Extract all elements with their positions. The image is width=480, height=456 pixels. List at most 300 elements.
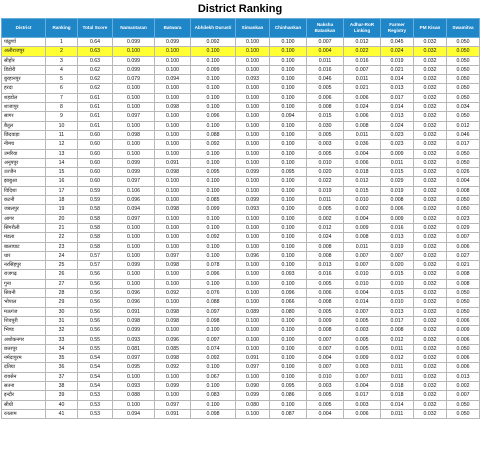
- table-cell: 0.002: [307, 214, 344, 223]
- table-cell: 8: [46, 103, 78, 112]
- table-cell: 9: [46, 112, 78, 121]
- table-cell: 0.58: [78, 233, 113, 242]
- district-cell: छतरपुर: [2, 344, 46, 353]
- table-cell: 41: [46, 409, 78, 418]
- table-cell: 0.53: [78, 409, 113, 418]
- table-cell: 0.004: [344, 149, 381, 158]
- table-cell: 0.079: [113, 75, 155, 84]
- table-cell: 0.097: [155, 251, 191, 260]
- table-cell: 0.093: [113, 381, 155, 390]
- table-cell: 0.098: [155, 261, 191, 270]
- table-cell: 36: [46, 363, 78, 372]
- table-cell: 0.013: [381, 84, 414, 93]
- table-cell: 0.100: [270, 205, 307, 214]
- table-cell: 0.020: [381, 261, 414, 270]
- table-cell: 0.004: [447, 177, 480, 186]
- table-cell: 0.55: [78, 344, 113, 353]
- table-cell: 11: [46, 130, 78, 139]
- table-cell: 14: [46, 158, 78, 167]
- table-cell: 4: [46, 65, 78, 74]
- table-cell: 0.099: [236, 196, 270, 205]
- table-cell: 0.100: [236, 261, 270, 270]
- table-cell: 0.032: [414, 177, 447, 186]
- table-cell: 0.60: [78, 158, 113, 167]
- table-cell: 2: [46, 47, 78, 56]
- district-cell: भोपाल: [2, 298, 46, 307]
- table-cell: 0.006: [447, 354, 480, 363]
- table-cell: 0.100: [236, 214, 270, 223]
- table-cell: 0.013: [307, 261, 344, 270]
- table-cell: 0.032: [414, 130, 447, 139]
- table-cell: 0.007: [307, 335, 344, 344]
- table-cell: 18: [46, 196, 78, 205]
- table-cell: 0.008: [307, 103, 344, 112]
- table-cell: 0.100: [270, 233, 307, 242]
- table-row: [2, 186, 480, 195]
- table-cell: 0.050: [447, 75, 480, 84]
- table-cell: 0.050: [447, 93, 480, 102]
- column-header: Chinhankan: [270, 19, 307, 38]
- table-cell: 0.60: [78, 177, 113, 186]
- table-row: [2, 75, 480, 84]
- table-cell: 0.099: [113, 65, 155, 74]
- district-cell: सतना: [2, 381, 46, 390]
- table-cell: 0.007: [447, 233, 480, 242]
- table-cell: 0.091: [155, 409, 191, 418]
- table-cell: 0.046: [307, 75, 344, 84]
- table-cell: 0.009: [381, 149, 414, 158]
- table-row: [2, 279, 480, 288]
- table-cell: 0.011: [307, 56, 344, 65]
- table-cell: 0.096: [191, 270, 236, 279]
- table-cell: 0.007: [307, 344, 344, 353]
- table-cell: 0.088: [191, 130, 236, 139]
- table-cell: 0.098: [155, 307, 191, 316]
- table-cell: 26: [46, 270, 78, 279]
- table-cell: 0.032: [414, 75, 447, 84]
- table-cell: 0.019: [307, 186, 344, 195]
- table-cell: 0.100: [155, 223, 191, 232]
- table-cell: 0.55: [78, 335, 113, 344]
- table-cell: 0.074: [191, 344, 236, 353]
- table-row: [2, 335, 480, 344]
- table-cell: 0.100: [236, 158, 270, 167]
- table-cell: 0.050: [447, 400, 480, 409]
- table-cell: 0.100: [155, 233, 191, 242]
- table-cell: 0.100: [191, 93, 236, 102]
- table-row: [2, 270, 480, 279]
- table-cell: 0.006: [307, 93, 344, 102]
- table-cell: 0.100: [113, 251, 155, 260]
- table-cell: 0.100: [270, 84, 307, 93]
- table-cell: 0.006: [344, 112, 381, 121]
- table-cell: 0.008: [447, 186, 480, 195]
- table-cell: 0.100: [155, 279, 191, 288]
- table-cell: 0.100: [236, 103, 270, 112]
- table-cell: 0.006: [447, 316, 480, 325]
- table-cell: 40: [46, 400, 78, 409]
- table-cell: 0.099: [113, 158, 155, 167]
- table-cell: 0.098: [155, 103, 191, 112]
- table-cell: 0.011: [381, 344, 414, 353]
- table-cell: 0.100: [191, 158, 236, 167]
- table-cell: 0.098: [191, 316, 236, 325]
- district-cell: भिण्ड: [2, 326, 46, 335]
- table-cell: 0.005: [344, 344, 381, 353]
- column-header: Adhar-RoR Linking: [344, 19, 381, 38]
- table-cell: 0.100: [236, 344, 270, 353]
- table-cell: 0.032: [414, 84, 447, 93]
- table-cell: 0.012: [381, 335, 414, 344]
- table-cell: 0.023: [447, 214, 480, 223]
- district-cell: मऊगंज: [2, 307, 46, 316]
- table-cell: 0.100: [236, 298, 270, 307]
- table-cell: 33: [46, 335, 78, 344]
- table-cell: 0.100: [236, 289, 270, 298]
- table-cell: 0.100: [270, 121, 307, 130]
- table-cell: 0.098: [155, 168, 191, 177]
- table-cell: 0.018: [381, 381, 414, 390]
- table-cell: 0.011: [381, 158, 414, 167]
- table-cell: 0.009: [344, 223, 381, 232]
- table-cell: 0.56: [78, 279, 113, 288]
- table-cell: 0.56: [78, 316, 113, 325]
- table-cell: 0.017: [381, 93, 414, 102]
- table-cell: 0.57: [78, 261, 113, 270]
- table-cell: 0.100: [270, 158, 307, 167]
- table-cell: 0.099: [155, 38, 191, 47]
- table-cell: 0.100: [155, 326, 191, 335]
- table-row: [2, 149, 480, 158]
- table-cell: 0.010: [344, 270, 381, 279]
- table-cell: 0.004: [307, 409, 344, 418]
- column-header: Ranking: [46, 19, 78, 38]
- table-cell: 0.54: [78, 372, 113, 381]
- table-cell: 0.091: [155, 158, 191, 167]
- table-cell: 0.100: [270, 38, 307, 47]
- table-cell: 0.005: [307, 149, 344, 158]
- table-cell: 0.63: [78, 47, 113, 56]
- table-cell: 0.032: [414, 409, 447, 418]
- table-cell: 0.032: [414, 400, 447, 409]
- table-cell: 0.032: [414, 251, 447, 260]
- table-cell: 0.007: [344, 261, 381, 270]
- table-cell: 17: [46, 186, 78, 195]
- table-cell: 0.004: [344, 214, 381, 223]
- table-cell: 0.032: [414, 344, 447, 353]
- table-cell: 0.022: [344, 47, 381, 56]
- table-cell: 0.100: [270, 140, 307, 149]
- table-row: [2, 140, 480, 149]
- column-header: Naksha Batankan: [307, 19, 344, 38]
- district-cell: छिंदवाड़ा: [2, 130, 46, 139]
- table-cell: 0.011: [307, 196, 344, 205]
- table-cell: 0.032: [414, 103, 447, 112]
- column-header: Farmer Registry: [381, 19, 414, 38]
- table-cell: 0.032: [414, 168, 447, 177]
- table-cell: 0.032: [414, 316, 447, 325]
- table-cell: 0.100: [155, 391, 191, 400]
- table-cell: 0.009: [447, 326, 480, 335]
- table-cell: 0.64: [78, 38, 113, 47]
- table-cell: 0.100: [155, 177, 191, 186]
- table-cell: 0.097: [155, 400, 191, 409]
- table-row: [2, 214, 480, 223]
- table-cell: 0.050: [447, 344, 480, 353]
- table-cell: 0.032: [414, 112, 447, 121]
- table-cell: 0.032: [414, 363, 447, 372]
- table-cell: 0.100: [236, 56, 270, 65]
- table-cell: 0.095: [191, 168, 236, 177]
- table-cell: 0.032: [414, 335, 447, 344]
- table-cell: 31: [46, 316, 78, 325]
- table-cell: 0.100: [191, 251, 236, 260]
- table-cell: 0.088: [191, 298, 236, 307]
- table-cell: 0.032: [414, 289, 447, 298]
- district-cell: पांढुर्णा: [2, 38, 46, 47]
- table-cell: 0.036: [344, 140, 381, 149]
- table-cell: 0.095: [270, 168, 307, 177]
- table-cell: 0.096: [270, 289, 307, 298]
- table-cell: 0.61: [78, 112, 113, 121]
- table-cell: 0.010: [381, 279, 414, 288]
- table-row: [2, 251, 480, 260]
- table-cell: 0.100: [236, 121, 270, 130]
- table-cell: 0.58: [78, 205, 113, 214]
- table-cell: 0.100: [270, 177, 307, 186]
- table-cell: 0.100: [270, 196, 307, 205]
- table-cell: 0.007: [447, 391, 480, 400]
- table-cell: 0.050: [447, 47, 480, 56]
- table-cell: 6: [46, 84, 78, 93]
- table-cell: 0.100: [155, 65, 191, 74]
- table-cell: 0.032: [414, 93, 447, 102]
- table-cell: 0.090: [236, 381, 270, 390]
- table-cell: 0.100: [191, 242, 236, 251]
- table-cell: 0.092: [191, 233, 236, 242]
- table-cell: 0.100: [191, 84, 236, 93]
- table-cell: 7: [46, 93, 78, 102]
- table-cell: 0.100: [113, 84, 155, 93]
- table-cell: 0.100: [191, 186, 236, 195]
- table-row: [2, 168, 480, 177]
- table-cell: 29: [46, 298, 78, 307]
- table-row: [2, 84, 480, 93]
- table-cell: 0.100: [155, 56, 191, 65]
- table-cell: 0.100: [236, 47, 270, 56]
- table-cell: 0.080: [236, 400, 270, 409]
- table-cell: 0.050: [447, 205, 480, 214]
- table-cell: 0.099: [236, 168, 270, 177]
- table-row: [2, 103, 480, 112]
- table-row: [2, 242, 480, 251]
- table-cell: 0.096: [113, 289, 155, 298]
- table-cell: 0.100: [270, 130, 307, 139]
- table-cell: 0.100: [113, 93, 155, 102]
- table-cell: 10: [46, 121, 78, 130]
- table-row: [2, 409, 480, 418]
- district-cell: डिंडोरी: [2, 65, 46, 74]
- table-cell: 0.60: [78, 168, 113, 177]
- table-cell: 0.023: [381, 140, 414, 149]
- table-cell: 0.091: [113, 307, 155, 316]
- table-cell: 0.005: [307, 307, 344, 316]
- table-cell: 0.100: [191, 400, 236, 409]
- table-row: [2, 47, 480, 56]
- table-cell: 0.093: [113, 335, 155, 344]
- table-cell: 0.100: [270, 223, 307, 232]
- table-cell: 0.100: [113, 400, 155, 409]
- table-cell: 0.54: [78, 354, 113, 363]
- table-row: [2, 38, 480, 47]
- table-cell: 0.100: [155, 298, 191, 307]
- table-cell: 0.100: [236, 65, 270, 74]
- table-cell: 0.007: [344, 307, 381, 316]
- table-cell: 0.011: [344, 75, 381, 84]
- table-cell: 16: [46, 177, 78, 186]
- table-cell: 0.099: [113, 38, 155, 47]
- table-cell: 0.014: [381, 103, 414, 112]
- table-cell: 0.58: [78, 214, 113, 223]
- table-cell: 0.019: [381, 242, 414, 251]
- table-cell: 0.091: [236, 354, 270, 363]
- district-cell: शिवपुरी: [2, 316, 46, 325]
- table-cell: 0.032: [414, 65, 447, 74]
- district-cell: उज्जैन: [2, 168, 46, 177]
- district-cell: बुरहानपुर: [2, 75, 46, 84]
- table-row: [2, 261, 480, 270]
- table-cell: 0.004: [344, 289, 381, 298]
- table-cell: 0.008: [447, 270, 480, 279]
- table-cell: 0.011: [381, 363, 414, 372]
- table-cell: 0.097: [113, 112, 155, 121]
- table-cell: 0.032: [414, 56, 447, 65]
- table-cell: 0.030: [307, 121, 344, 130]
- table-cell: 0.006: [344, 93, 381, 102]
- table-cell: 0.100: [270, 279, 307, 288]
- district-cell: सिंगरौली: [2, 223, 46, 232]
- table-cell: 0.100: [191, 149, 236, 158]
- table-cell: 0.58: [78, 242, 113, 251]
- table-cell: 0.032: [414, 233, 447, 242]
- table-cell: 0.61: [78, 121, 113, 130]
- table-cell: 0.032: [414, 381, 447, 390]
- table-row: [2, 121, 480, 130]
- table-cell: 0.006: [447, 363, 480, 372]
- table-cell: 0.59: [78, 196, 113, 205]
- table-cell: 0.006: [447, 242, 480, 251]
- table-cell: 0.050: [447, 298, 480, 307]
- table-row: [2, 56, 480, 65]
- table-cell: 0.100: [236, 233, 270, 242]
- table-cell: 0.050: [447, 409, 480, 418]
- district-cell: सीहोर: [2, 56, 46, 65]
- table-cell: 0.098: [113, 130, 155, 139]
- table-cell: 0.61: [78, 103, 113, 112]
- table-cell: 0.097: [113, 177, 155, 186]
- table-cell: 0.098: [113, 316, 155, 325]
- table-cell: 0.086: [270, 391, 307, 400]
- table-cell: 0.006: [307, 289, 344, 298]
- table-cell: 0.098: [155, 205, 191, 214]
- table-cell: 0.100: [191, 75, 236, 84]
- table-cell: 0.100: [236, 177, 270, 186]
- table-cell: 0.100: [270, 344, 307, 353]
- table-cell: 0.100: [155, 242, 191, 251]
- table-cell: 0.020: [307, 168, 344, 177]
- district-cell: नर्मदापुरम: [2, 354, 46, 363]
- table-cell: 0.53: [78, 400, 113, 409]
- table-cell: 0.097: [113, 354, 155, 363]
- table-cell: 0.010: [307, 158, 344, 167]
- table-cell: 0.100: [155, 47, 191, 56]
- district-cell: बैतूल: [2, 121, 46, 130]
- table-cell: 0.096: [155, 335, 191, 344]
- table-cell: 0.62: [78, 65, 113, 74]
- district-cell: मंडला: [2, 233, 46, 242]
- table-cell: 0.032: [414, 354, 447, 363]
- table-cell: 0.089: [236, 307, 270, 316]
- table-cell: 39: [46, 391, 78, 400]
- table-cell: 0.026: [447, 168, 480, 177]
- table-cell: 0.100: [155, 149, 191, 158]
- table-cell: 0.100: [155, 112, 191, 121]
- table-cell: 32: [46, 326, 78, 335]
- table-cell: 0.094: [270, 112, 307, 121]
- table-cell: 0.032: [414, 372, 447, 381]
- table-cell: 0.092: [191, 38, 236, 47]
- table-cell: 0.050: [447, 84, 480, 93]
- table-row: [2, 112, 480, 121]
- table-cell: 0.100: [113, 103, 155, 112]
- table-cell: 0.100: [191, 56, 236, 65]
- district-cell: कटनी: [2, 196, 46, 205]
- table-cell: 0.096: [236, 251, 270, 260]
- table-cell: 0.100: [270, 93, 307, 102]
- table-cell: 0.032: [414, 121, 447, 130]
- table-cell: 0.100: [270, 251, 307, 260]
- table-cell: 0.017: [344, 391, 381, 400]
- district-cell: झाबुआ: [2, 177, 46, 186]
- table-cell: 0.067: [191, 372, 236, 381]
- table-cell: 0.022: [307, 177, 344, 186]
- table-cell: 0.005: [307, 130, 344, 139]
- table-cell: 0.024: [381, 121, 414, 130]
- district-cell: शाजापुर: [2, 103, 46, 112]
- table-header-row: [2, 19, 480, 38]
- table-cell: 0.100: [191, 177, 236, 186]
- table-cell: 0.100: [270, 242, 307, 251]
- table-cell: 0.100: [113, 372, 155, 381]
- table-cell: 0.56: [78, 326, 113, 335]
- table-cell: 0.050: [447, 289, 480, 298]
- table-row: [2, 354, 480, 363]
- table-cell: 0.032: [414, 223, 447, 232]
- table-cell: 0.100: [191, 103, 236, 112]
- table-cell: 0.016: [344, 56, 381, 65]
- table-cell: 0.100: [270, 103, 307, 112]
- table-cell: 0.014: [381, 75, 414, 84]
- table-cell: 0.60: [78, 140, 113, 149]
- table-cell: 0.050: [447, 65, 480, 74]
- district-cell: नीमच: [2, 140, 46, 149]
- table-cell: 0.56: [78, 270, 113, 279]
- table-row: [2, 130, 480, 139]
- table-cell: 0.56: [78, 289, 113, 298]
- table-cell: 0.100: [155, 121, 191, 130]
- table-cell: 0.005: [307, 279, 344, 288]
- column-header: Batwara: [155, 19, 191, 38]
